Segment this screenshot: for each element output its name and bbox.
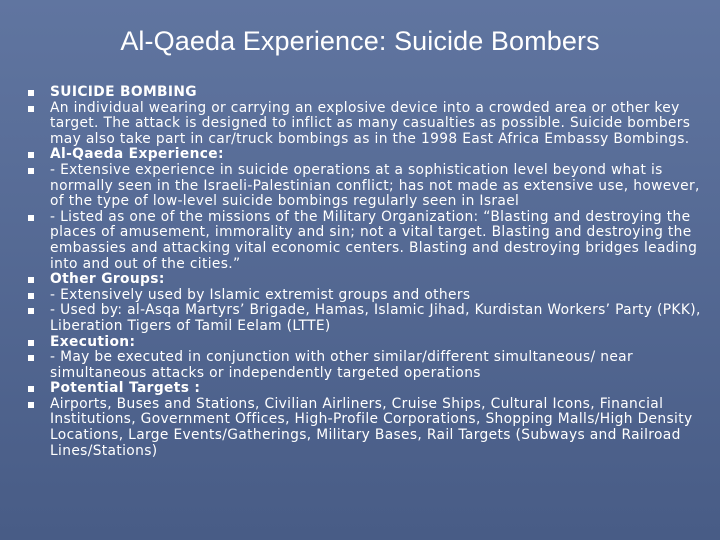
bullet-item <box>28 147 708 163</box>
bullet-item <box>28 101 708 148</box>
bullet-text: An individual wearing or carrying an explosive device into a crowded area or other key target. The attack is designed to inflict as many casualties as possible. Suicide bombers may also take part in car/truck bombings as in the 1998 East Africa Embassy Bombings. <box>50 99 691 147</box>
bullet-item <box>28 272 708 288</box>
bullet-item <box>28 303 708 334</box>
bullet-text: Airports, Buses and Stations, Civilian Airliners, Cruise Ships, Cultural Icons, Financial Institutions, Government Offices, High-Profile Corporations, Shopping Malls/High Density Locations, Large Events/Gatherings, Military Bases, Rail Targets (Subways and Railroad Lines/Stations) <box>50 395 693 459</box>
square-bullet-icon <box>28 355 34 361</box>
bullet-text: - Listed as one of the missions of the Military Organization: “Blasting and destroying the places of amusement, immorality and sin; not a vital target. Blasting and destroying the embassies and attacking vital economic centers. Blasting and destroying bridges leading into and out of the cities.” <box>50 208 698 272</box>
bullet-text: Other Groups: <box>50 271 165 288</box>
square-bullet-icon <box>28 308 34 314</box>
bullet-text: - Used by: al-Asqa Martyrs’ Brigade, Hamas, Islamic Jihad, Kurdistan Workers’ Party (PKK), Liberation Tigers of Tamil Eelam (LTTE) <box>50 302 701 334</box>
bullet-text: - Extensively used by Islamic extremist groups and others <box>50 286 471 303</box>
bullet-item <box>28 85 708 101</box>
square-bullet-icon <box>28 90 34 96</box>
square-bullet-icon <box>28 277 34 283</box>
bullet-item <box>28 210 708 272</box>
bullet-item <box>28 350 708 381</box>
bullet-item <box>28 163 708 210</box>
square-bullet-icon <box>28 168 34 174</box>
square-bullet-icon <box>28 402 34 408</box>
bullet-text: - May be executed in conjunction with other similar/different simultaneous/ near simultaneous attacks or independently targeted operations <box>50 349 634 381</box>
bullet-text: SUICIDE BOMBING <box>50 84 197 100</box>
square-bullet-icon <box>28 340 34 346</box>
square-bullet-icon <box>28 106 34 112</box>
bullet-text: Al-Qaeda Experience: <box>50 146 224 163</box>
bullet-item <box>28 335 708 351</box>
square-bullet-icon <box>28 215 34 221</box>
bullet-item <box>28 381 708 397</box>
bullet-text: - Extensive experience in suicide operations at a sophistication level beyond what is normally seen in the Israeli-Palestinian conflict; has not made as extensive use, however, of the type of low-level suicide bombings regularly seen in Israel <box>50 161 700 210</box>
slide-title: Al-Qaeda Experience: Suicide Bombers <box>120 26 600 56</box>
bullet-item <box>28 288 708 304</box>
bullet-list <box>28 85 708 459</box>
square-bullet-icon <box>28 386 34 392</box>
bullet-text: Execution: <box>50 333 136 350</box>
bullet-item <box>28 397 708 459</box>
square-bullet-icon <box>28 293 34 299</box>
square-bullet-icon <box>28 152 34 158</box>
bullet-text: Potential Targets : <box>50 380 201 397</box>
